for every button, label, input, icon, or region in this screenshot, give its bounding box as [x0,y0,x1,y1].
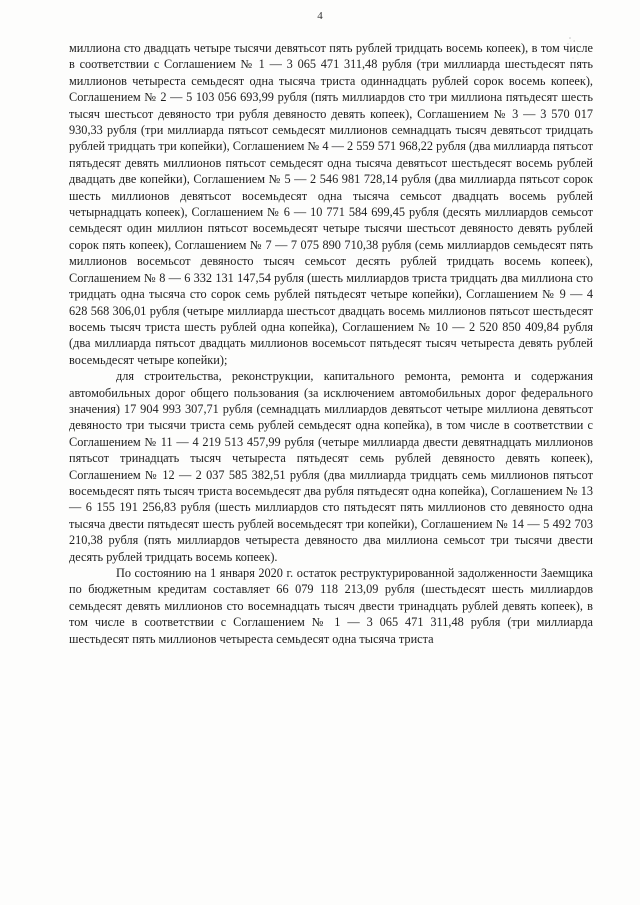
document-body [69,40,593,647]
page-number: 4 [317,10,323,22]
paragraph-balance: По состоянию на 1 января 2020 г. остаток реструктурированной задолженности Заемщика по бюджетным кредитам составляет 66 079 118 213,09 рубля (шестьдесят шесть миллиардов семьдесят девять миллионов сто восемнадцать тысяч двести тринадцать рублей девять копеек), в том числе в соответствии с Соглашением № 1 — 3 065 471 311,48 рубля (три миллиарда шестьдесят пять миллионов четыреста семьдесят одна тысяча триста [69,566,593,646]
paragraph-debt-list: миллиона сто двадцать четыре тысячи девятьсот пять рублей тридцать восемь копеек), в том числе в соответствии с Соглашением № 1 — 3 065 471 311,48 рубля (три миллиарда шестьдесят пять миллионов четыреста семьдесят одна тысяча триста одиннадцать рублей сорок восемь копеек), Соглашением № 2 — 5 103 056 693,99 рубля (пять миллиардов сто три миллиона пятьдесят шесть тысяч шестьсот девяносто три рубля девяносто девять копеек), Соглашением № 3 — 3 570 017 930,33 рубля (три миллиарда пятьсот семьдесят миллионов семнадцать тысяч девятьсот тридцать рублей тридцать три копейки), Соглашением № 4 — 2 559 571 968,22 рубля (два миллиарда пятьсот пятьдесят девять миллионов пятьсот семьдесят одна тысяча девятьсот шестьдесят восемь рублей двадцать две копейки), Соглашением № 5 — 2 546 981 728,14 рубля (два миллиарда пятьсот сорок шесть миллионов девятьсот восемьдесят одна тысяча семьсот двадцать восемь рублей четырнадцать копеек), Соглашением № 6 — 10 771 584 699,45 рубля (десять миллиардов семьсот семьдесят один миллион пятьсот восемьдесят четыре тысячи шестьсот девяносто девять рублей сорок пять копеек), Соглашением № 7 — 7 075 890 710,38 рубля (семь миллиардов семьдесят пять миллионов восемьсот девяносто тысяч семьсот десять рублей тридцать восемь копеек), Соглашением № 8 — 6 332 131 147,54 рубля (шесть миллиардов триста тридцать два миллиона сто тридцать одна тысяча сто сорок семь рублей пятьдесят четыре копейки), Соглашением № 9 — 4 628 568 306,01 рубля (четыре миллиарда шестьсот двадцать восемь миллионов пятьсот шестьдесят восемь тысяч триста шесть рублей одна копейка), Соглашением № 10 — 2 520 850 409,84 рубля (два миллиарда пятьсот двадцать миллионов восемьсот пятьдесят тысяч четыреста девять рублей восемьдесят четыре копейки); [69,41,593,367]
paragraph-roads: для строительства, реконструкции, капитального ремонта, ремонта и содержания автомобильных дорог общего пользования (за исключением автомобильных дорог федерального значения) 17 904 993 307,71 рубля (семнадцать миллиардов девятьсот четыре миллиона девятьсот девяносто три тысячи триста семь рублей семьдесят одна копейка), в том числе в соответствии с Соглашением № 11 — 4 219 513 457,99 рубля (четыре миллиарда двести девятнадцать миллионов пятьсот тринадцать тысяч четыреста пятьдесят семь рублей девяносто девять копеек), Соглашением № 12 — 2 037 585 382,51 рубля (два миллиарда тридцать семь миллионов пятьсот восемьдесят пять тысяч триста восемьдесят два рубля пятьдесят одна копейка), Соглашением № 13 — 6 155 191 256,83 рубля (шесть миллиардов сто пятьдесят пять миллионов сто девяносто одна тысяча двести пятьдесят шесть рублей восемьдесят три копейки), Соглашением № 14 — 5 492 703 210,38 рубля (пять миллиардов четыреста девяносто два миллиона семьсот три тысячи двести десять рублей тридцать восемь копеек). [69,369,593,564]
